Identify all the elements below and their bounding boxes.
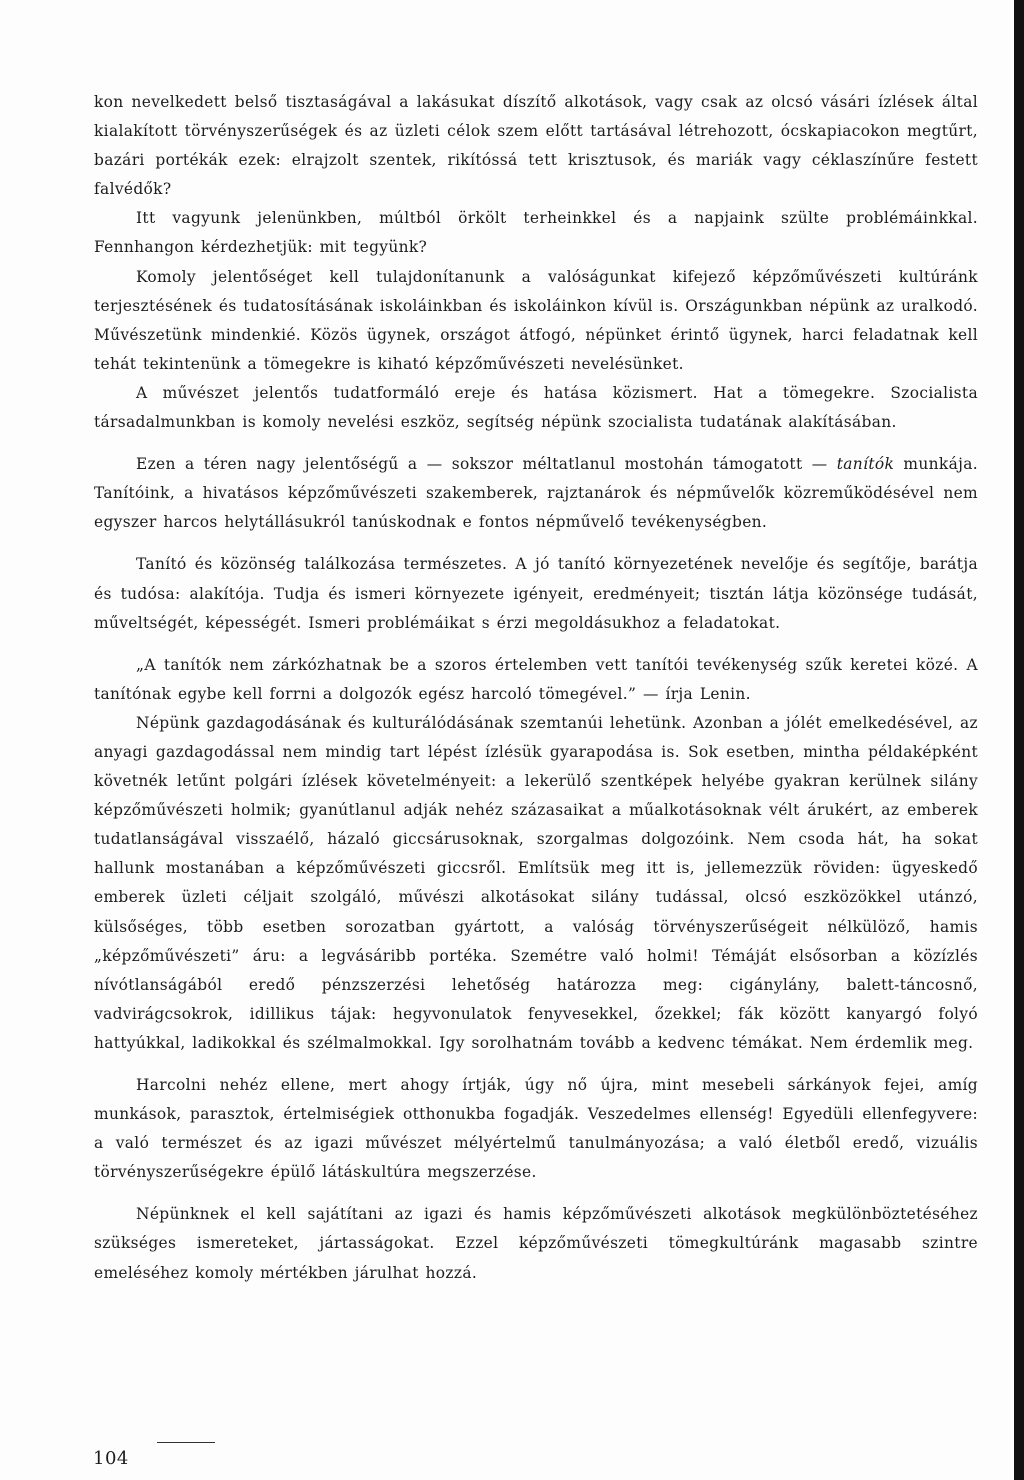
paragraph-text: Népünk gazdagodásának és kulturálódásának szemtanúi lehetünk. Azonban a jólét emelkedésével, az anyagi gazdagodással nem mindig tart lépést ízlésük gyarapodása is. Sok esetben, mintha példaképként követnék letűnt polgári ízlések követelményeit: a lekerülő szentképek helyébe gyakran kerülnek silány képzőművészeti holmik; gyanútlanul adják nehéz százasaikat a műalkotásoknak vélt árukért, az emberek tudatlanságával visszaélő, házaló giccsárusoknak, szorgalmas dolgozóink. Nem csoda hát, ha sokat hallunk mostanában a képzőművészeti giccsről. Említsük meg itt is, jellemezzük röviden: ügyeskedő emberek üzleti céljait szolgáló, művészi alkotásokat silány tudással, olcsó eszközökkel utánzó, külsőséges, több esetben sorozatban gyártott, a valóság törvényszerűségeit nélkülöző, hamis „képzőművészeti” áru: a legvásáribb portéka. Szemétre való holmi! Témáját elsősorban a közízlés nívótlanságából eredő pénzszerzési lehetőség határozza meg: cigánylány, balett-táncosnő, vadvirágcsokrok, idillikus tájak: hegyvonulatok fenyvesekkel, őzekkel; fák között kanyargó folyó hattyúkkal, ladikokkal és szélmalmokkal. Igy sorolhatnám tovább a kedvenc témákat. Nem érdemlik meg. [94, 713, 978, 1052]
paragraph-6 [94, 550, 978, 637]
paragraph-text: Komoly jelentőséget kell tulajdonítanunk a valóságunkat kifejező képzőművészeti kultúránk terjesztésének és tudatosításának iskoláinkban és iskoláinkon kívül is. Országunkban népünk az uralkodó. Művészetünk mindenkié. Közös ügynek, országot átfogó, népünket érintő ügynek, harci feladatnak kell tehát tekintenünk a tömegekre is kiható képzőművészeti nevelésünket. [94, 267, 978, 373]
paragraph-3 [94, 263, 978, 379]
paragraph-text: kon nevelkedett belső tisztaságával a lakásukat díszítő alkotások, vagy csak az olcsó vásári ízlések által kialakított törvényszerűségek és az üzleti célok szem előtt tartásával létrehozott, ócskapiacokon megtűrt, bazári portékák ezek: elrajzolt szentek, rikítóssá tett krisztusok, és mariák vagy céklaszínűre festett falvédők? [94, 93, 978, 199]
paragraph-4 [94, 379, 978, 437]
paragraph-7-quote [94, 651, 978, 709]
paragraph-text: Itt vagyunk jelenünkben, múltból örkölt terheinkkel és a napjaink szülte problémáinkkal. Fennhangon kérdezhetjük: mit tegyünk? [94, 209, 978, 257]
paragraph-text: Tanító és közönség találkozása természetes. A jó tanító környezetének nevelője és segítője, barátja és tudósa: alakítója. Tudja és ismeri környezete igényeit, eredményeit; tisztán látja közönsége tudását, műveltségét, képességét. Ismeri problémáikat s érzi megoldásukhoz a feladatokat. [94, 555, 978, 632]
paragraph-9 [94, 1071, 978, 1187]
paragraph-2 [94, 204, 978, 262]
page-body [94, 88, 978, 1288]
paragraph-text: Ezen a téren nagy jelentőségű a — sokszor méltatlanul mostohán támogatott — [136, 455, 837, 474]
paragraph-10 [94, 1200, 978, 1287]
paragraph-text: munkája. Tanítóink, a hivatásos képzőművészeti szakemberek, rajztanárok és népművelők közreműködésével nem egyszer harcos helytállásukról tanúskodnak e fontos népművelő tevékenységben. [94, 455, 978, 532]
scan-dark-edge [1014, 0, 1024, 1480]
footer-rule [157, 1442, 215, 1443]
paragraph-1 [94, 88, 978, 204]
paragraph-5 [94, 450, 978, 537]
paragraph-8 [94, 709, 978, 1058]
emphasis-tanitok: tanítók [836, 455, 895, 474]
paragraph-text: Népünknek el kell sajátítani az igazi és hamis képzőművészeti alkotások megkülönböztetéséhez szükséges ismereteket, jártasságokat. Ezzel képzőművészeti tömegkultúránk magasabb szintre emeléséhez komoly mértékben járulhat hozzá. [94, 1205, 978, 1282]
paragraph-text: „A tanítók nem zárkózhatnak be a szoros értelemben vett tanítói tevékenység szűk keretei közé. A tanítónak egybe kell forrni a dolgozók egész harcoló tömegével.” — írja Lenin. [94, 655, 978, 703]
paragraph-text: Harcolni nehéz ellene, mert ahogy írtják, úgy nő újra, mint mesebeli sárkányok fejei, amíg munkások, parasztok, értelmiségiek otthonukba fogadják. Veszedelmes ellenség! Egyedüli ellenfegyvere: a való természet és az igazi művészet mélyértelmű tanulmányozása; a való életből eredő, vizuális törvényszerűségekre épülő látáskultúra megszerzése. [94, 1076, 978, 1182]
page-number: 104 [93, 1448, 129, 1469]
paragraph-text: A művészet jelentős tudatformáló ereje és hatása közismert. Hat a tömegekre. Szocialista társadalmunkban is komoly nevelési eszköz, segítség népünk szocialista tudatának alakításában. [94, 383, 978, 432]
